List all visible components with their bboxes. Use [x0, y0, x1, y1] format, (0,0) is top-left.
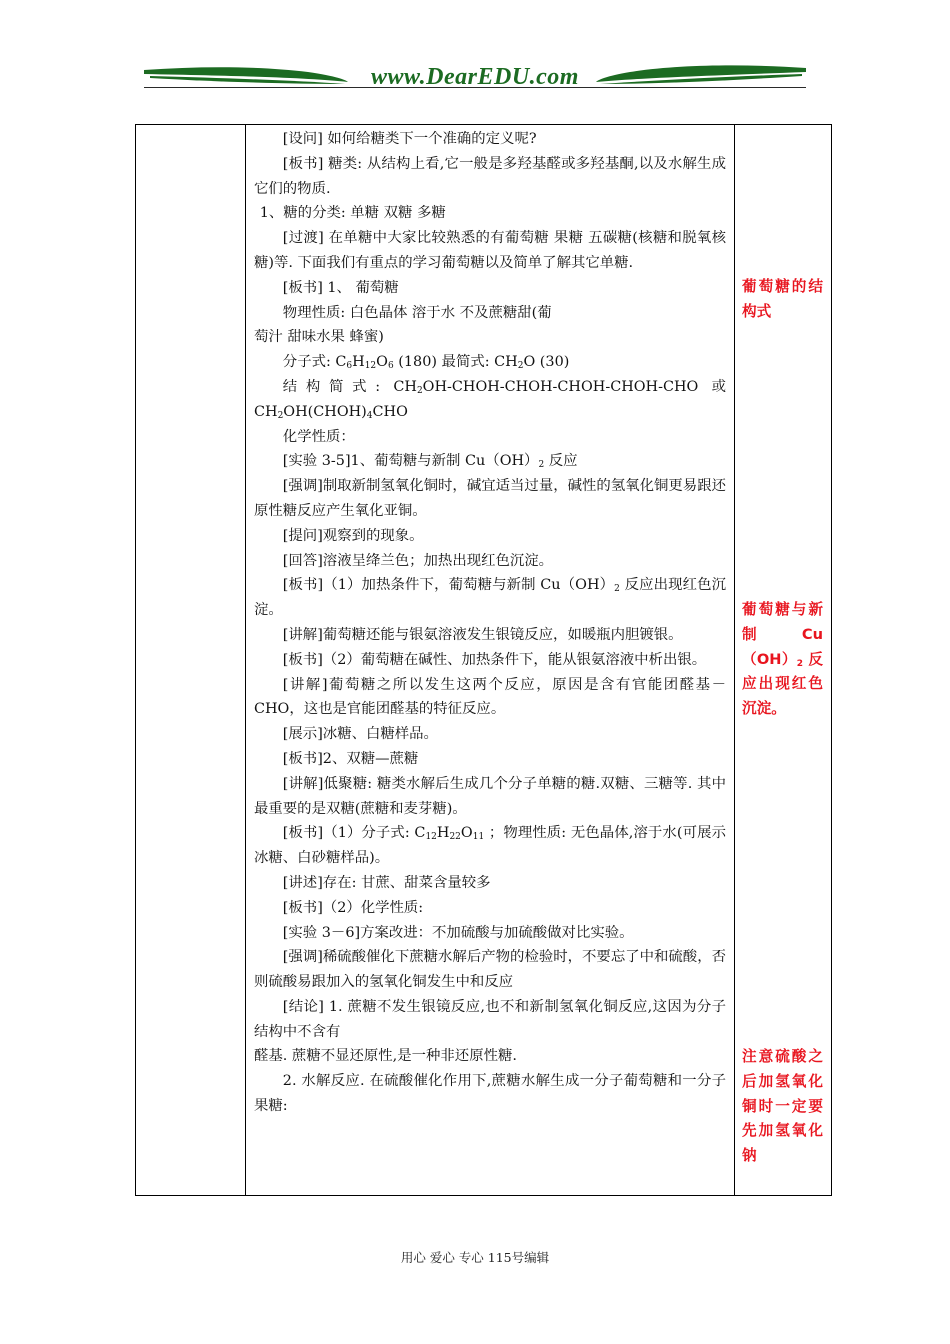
paragraph-physical-properties: 物理性质: 白色晶体 溶于水 不及蔗糖甜(葡: [282, 304, 552, 321]
header-rule: [144, 87, 806, 88]
paragraph-explain-aldehyde: [讲解]葡萄糖之所以发生这两个反应，原因是含有官能团醛基－CHO，这也是官能团醛基的特征反应。: [254, 676, 726, 718]
table-row: [136, 125, 832, 1196]
page-footer: 用心 爱心 专心 115号编辑: [400, 1250, 550, 1265]
page-header: [140, 58, 810, 98]
side-note-glucose-structure: 葡萄糖的结构式: [742, 278, 823, 320]
paragraph-occurrence: [讲述]存在: 甘蔗、甜菜含量较多: [282, 874, 491, 891]
paragraph-show-samples: [展示]冰糖、白糖样品。: [282, 726, 438, 743]
paragraph-experiment-3-6: [实验 3－6]方案改进：不加硫酸与加硫酸做对比实验。: [282, 924, 634, 941]
lesson-table: [135, 124, 832, 1196]
paragraph-hydrolysis: 2. 水解反应. 在硫酸催化作用下,蔗糖水解生成一分子葡萄糖和一分子果糖:: [254, 1073, 726, 1115]
paragraph-emphasis-2: [强调]稀硫酸催化下蔗糖水解后产物的检验时，不要忘了中和硫酸，否则硫酸易跟加入的氢氧化铜发生中和反应: [254, 949, 726, 991]
paragraph-sucrose-heading: [板书]2、双糖—蔗糖: [282, 750, 419, 767]
paragraph-board-2: [板书]（2）葡萄糖在碱性、加热条件下，能从银氨溶液中析出银。: [282, 651, 707, 668]
paragraph-emphasis-1: [强调]制取新制氢氧化铜时，碱宜适当过量，碱性的氢氧化铜更易跟还原性糖反应产生氧化亚铜。: [254, 478, 726, 519]
paragraph-experiment-3-5: [实验 3-5]1、葡萄糖与新制 $Cu(OH)_2$ 反应: [282, 453, 578, 471]
site-logo-text[interactable]: www.DearEDU.com: [371, 64, 579, 90]
side-note-neutralize: 注意硫酸之后加氢氧化铜时一定要先加氢氧化钠: [742, 1048, 823, 1165]
paragraph-answer: [回答]溶液呈绛兰色；加热出现红色沉淀。: [282, 552, 554, 569]
paragraph-oligosaccharide: [讲解]低聚糖: 糖类水解后生成几个分子单糖的糖.双糖、三糖等. 其中最重要的是双糖(蔗糖和麦芽糖)。: [254, 775, 726, 817]
paragraph-chem-props-2: [板书]（2）化学性质:: [282, 899, 424, 916]
notes-cell: [735, 125, 832, 1196]
paragraph-classification: 1、糖的分类: 单糖 双糖 多糖: [259, 205, 446, 222]
paragraph-transition: [过渡] 在单糖中大家比较熟悉的有葡萄糖 果糖 五碳糖(核糖和脱氧核糖)等. 下面我们有重点的学习葡萄糖以及简单了解其它单糖.: [254, 230, 726, 271]
paragraph-chemical-properties: 化学性质：: [282, 428, 355, 445]
lesson-content-cell: [246, 125, 735, 1196]
paragraph-structural-formula: 结构简式: $CH_2OH-CHOH-CHOH-CHOH-CHOH$-CHO 或 $CH_2OH(CHOH)_4CHO$: [254, 378, 727, 421]
paragraph-glucose-heading: [板书] 1、 葡萄糖: [282, 279, 399, 296]
paragraph-ask: [提问]观察到的现象。: [282, 527, 424, 544]
paragraph-physical-properties-cont: 萄汁 甜味水果 蜂蜜): [254, 329, 384, 346]
paragraph-conclusion-cont: 醛基. 蔗糖不显还原性,是一种非还原性糖.: [254, 1048, 517, 1065]
paragraph-definition: [板书] 糖类: 从结构上看,它一般是多羟基醛或多羟基酮,以及水解生成它们的物质.: [254, 155, 726, 197]
side-note-copper-hydroxide: 葡萄糖与新制 $Cu(OH)_2$ 反应出现红色沉淀。: [742, 601, 823, 718]
paragraph-molecular-formula: 分子式: $C_6H_{12}O_6$ (180) 最简式: $CH_2O$ (30): [282, 354, 570, 372]
paragraph-question: [设问] 如何给糖类下一个准确的定义呢?: [282, 131, 537, 147]
paragraph-explain-silver: [讲解]葡萄糖还能与银氨溶液发生银镜反应，如暖瓶内胆镀银。: [282, 626, 683, 643]
paragraph-board-1: [板书]（1）加热条件下，葡萄糖与新制 $Cu(OH)_2$ 反应出现红色沉淀。: [254, 577, 726, 619]
blank-left-cell: [136, 125, 246, 1196]
paragraph-conclusion: [结论] 1. 蔗糖不发生银镜反应,也不和新制氢氧化铜反应,这因为分子结构中不含有: [254, 998, 726, 1040]
paragraph-sucrose-formula: [板书]（1）分子式: $C_{12}H_{22}O_{11}$ ；物理性质: 无色晶体,溶于水(可展示冰糖、白砂糖样品)。: [254, 825, 726, 867]
